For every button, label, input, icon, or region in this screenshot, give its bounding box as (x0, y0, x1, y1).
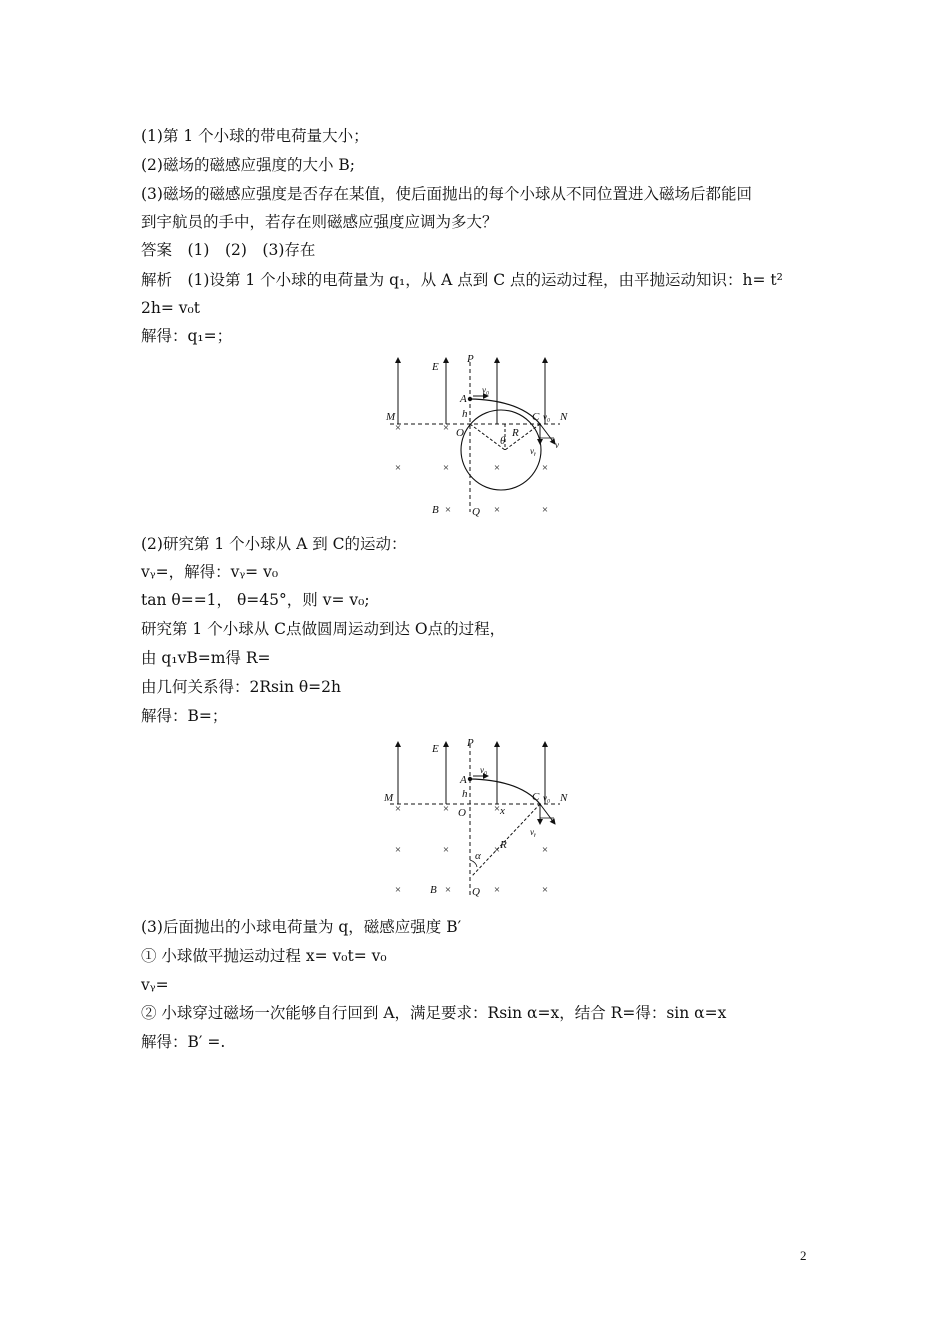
analysis-line-9: 由几何关系得：2Rsin θ=2h (141, 678, 342, 696)
label-C2: C (532, 791, 540, 803)
label-theta: θ (500, 435, 506, 447)
label-A: A (460, 393, 467, 405)
part3-line-1: (3)后面抛出的小球电荷量为 q，磁感应强度 B′ (141, 918, 462, 936)
label-E: E (432, 361, 439, 373)
svg-text:×: × (493, 803, 501, 815)
svg-text:×: × (442, 462, 450, 474)
svg-text:×: × (541, 504, 549, 516)
label-N2: N (560, 792, 568, 804)
label-R: R (512, 427, 519, 439)
svg-text:×: × (541, 884, 549, 896)
svg-text:×: × (493, 462, 501, 474)
label-P: P (467, 353, 474, 365)
label-h: h (462, 408, 468, 420)
label-B2: B (430, 884, 437, 896)
svg-text:×: × (394, 844, 402, 856)
svg-text:×: × (493, 844, 501, 856)
svg-text:×: × (394, 884, 402, 896)
analysis-line-8: 由 q₁vB=m得 R= (141, 649, 271, 667)
svg-text:×: × (541, 462, 549, 474)
analysis-line-3: 解得：q₁=； (141, 327, 233, 345)
svg-text:×: × (493, 884, 501, 896)
label-O2: O (458, 807, 466, 819)
question-line-1: (1)第 1 个小球的带电荷量大小； (141, 127, 369, 145)
label-v0-c2: v₀ (543, 793, 551, 803)
part3-line-5: 解得：B′ =. (141, 1033, 226, 1051)
analysis-line-2: 2h= v₀t (141, 299, 200, 317)
label-A2: A (460, 774, 467, 786)
label-vy: vᵧ (530, 446, 537, 456)
svg-text:×: × (442, 803, 450, 815)
question-line-3: (3)磁场的磁感应强度是否存在某值，使后面抛出的每个小球从不同位置进入磁场后都能回 (141, 185, 752, 203)
label-Q: Q (472, 506, 480, 518)
label-v0-c: v₀ (543, 412, 551, 422)
answer-line: 答案 (1) (2) (3)存在 (141, 241, 316, 259)
part3-line-3: vᵧ= (141, 976, 169, 994)
part3-line-4: ② 小球穿过磁场一次能够自行回到 A，满足要求：Rsin α=x，结合 R=得：sin α=x (141, 1004, 727, 1022)
page-number: 2 (800, 1248, 807, 1263)
question-line-2: (2)磁场的磁感应强度的大小 B; (141, 156, 355, 174)
svg-text:×: × (493, 504, 501, 516)
analysis-line-5: vᵧ=，解得：vᵧ= v₀ (141, 563, 279, 581)
label-C: C (532, 411, 540, 423)
label-R2: R (500, 839, 507, 851)
label-B: B (432, 504, 439, 516)
label-M: M (386, 411, 396, 423)
analysis-line-7: 研究第 1 个小球从 C点做圆周运动到达 O点的过程， (141, 620, 506, 638)
label-v0-a2: v₀ (480, 765, 488, 775)
label-M2: M (384, 792, 394, 804)
label-E2: E (432, 743, 439, 755)
label-h2: h (462, 788, 468, 800)
label-x2: x (500, 805, 505, 817)
svg-text:×: × (541, 844, 549, 856)
analysis-line-1: 解析 (1)设第 1 个小球的电荷量为 q₁，从 A 点到 C 点的运动过程，由平抛运动知识：h= t² (141, 271, 783, 289)
label-Q2: Q (472, 886, 480, 898)
part3-line-2: ① 小球做平抛运动过程 x= v₀t= v₀ (141, 947, 387, 965)
svg-text:×: × (444, 884, 452, 896)
analysis-line-6: tan θ==1， θ=45°，则 v= v₀; (141, 591, 370, 609)
label-alpha2: α (475, 850, 481, 862)
label-v0-a: v₀ (482, 385, 490, 395)
label-v: v (555, 440, 559, 450)
label-N: N (560, 411, 568, 423)
analysis-line-10: 解得：B=； (141, 707, 228, 725)
figure-2 (380, 736, 580, 904)
svg-text:×: × (394, 422, 402, 434)
label-O: O (456, 427, 464, 439)
figure-1 (380, 352, 580, 520)
svg-text:×: × (442, 422, 450, 434)
label-P2: P (467, 737, 474, 749)
svg-text:×: × (394, 803, 402, 815)
svg-text:×: × (444, 504, 452, 516)
svg-text:×: × (394, 462, 402, 474)
svg-text:×: × (442, 844, 450, 856)
question-line-4: 到宇航员的手中，若存在则磁感应强度应调为多大？ (141, 213, 498, 231)
analysis-line-4: (2)研究第 1 个小球从 A 到 C的运动： (141, 535, 407, 553)
label-vy2: vᵧ (530, 827, 537, 837)
